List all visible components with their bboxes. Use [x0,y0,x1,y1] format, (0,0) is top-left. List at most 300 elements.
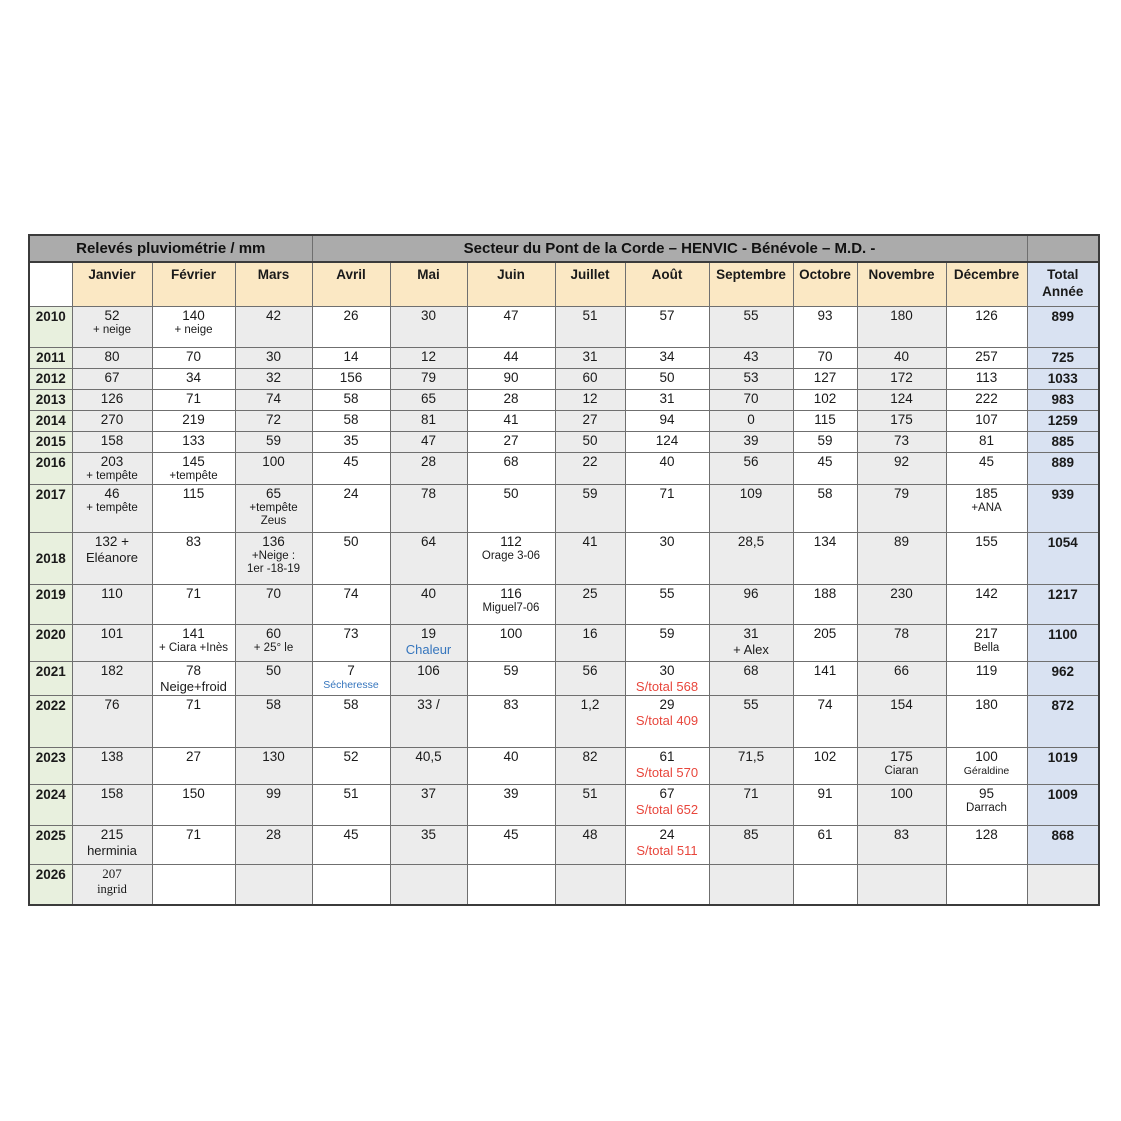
table-row [29,432,1099,453]
cell-value: 70 [817,349,833,364]
cell-value: 78 [893,626,910,641]
cell-value: 140 [182,308,205,323]
data-cell [72,411,152,432]
data-cell [625,369,709,390]
data-cell [152,748,235,785]
cell-value: 101 [100,626,124,641]
data-cell [946,453,1027,485]
total-column-header [1027,262,1099,307]
cell-value: 81 [420,412,437,427]
cell-value: 222 [975,391,998,406]
data-cell [390,348,467,369]
data-cell [793,533,857,585]
data-cell [555,585,625,625]
cell-value: 64 [420,534,437,549]
data-cell [152,785,235,826]
data-cell [72,369,152,390]
cell-value: 58 [343,697,359,712]
data-cell [467,748,555,785]
data-cell [709,826,793,865]
row-year: 2026 [29,865,72,905]
cell-value: 50 [343,534,359,549]
data-cell [467,369,555,390]
data-cell [709,865,793,905]
data-cell [555,696,625,748]
data-cell [625,453,709,485]
cell-value: 33 / [417,697,440,712]
cell-value: 41 [503,412,519,427]
data-cell [625,625,709,662]
data-cell [235,432,312,453]
data-cell [390,585,467,625]
data-cell [625,390,709,411]
data-cell [946,307,1027,348]
cell-value: 30 [659,534,675,549]
data-cell [857,485,946,533]
cell-annotation: Miguel7-06 [482,602,540,614]
cell-value: 58 [265,697,282,712]
data-cell [312,865,390,905]
cell-annotation: S/total 511 [636,843,698,858]
data-cell [390,865,467,905]
data-cell [946,826,1027,865]
table-row [29,348,1099,369]
cell-value: 51 [343,786,359,801]
data-cell [72,348,152,369]
data-cell [72,785,152,826]
data-cell [152,453,235,485]
data-cell [709,453,793,485]
data-cell [235,865,312,905]
cell-value: 50 [265,663,282,678]
cell-value: 115 [814,412,836,427]
data-cell [857,307,946,348]
cell-annotation: +ANA [971,502,1002,514]
data-cell [793,390,857,411]
cell-value: 155 [975,534,998,549]
cell-value: 71 [185,827,202,842]
cell-value: 28,5 [737,534,765,549]
data-cell [235,453,312,485]
cell-value: 16 [582,626,598,641]
cell-value: 70 [265,586,282,601]
cell-value: 71 [185,391,202,406]
data-cell [946,662,1027,696]
cell-value: 37 [420,786,437,801]
cell-value: 7 [347,663,355,678]
cell-annotation: herminia [87,843,137,858]
cell-value: 55 [743,308,759,323]
data-cell [625,585,709,625]
cell-value: 73 [343,626,359,641]
data-cell [467,348,555,369]
data-cell [625,432,709,453]
data-cell [312,785,390,826]
cell-value: 71 [659,486,675,501]
row-year: 2015 [29,432,72,453]
data-cell [467,865,555,905]
cell-value: 107 [975,412,998,427]
title-band-spacer [1027,235,1099,262]
data-cell [555,533,625,585]
data-cell [390,696,467,748]
cell-value: 74 [265,391,282,406]
data-cell [312,485,390,533]
data-cell [72,307,152,348]
data-cell [235,533,312,585]
cell-value: 47 [420,433,437,448]
cell-value: 30 [420,308,437,323]
cell-value: 60 [265,626,282,641]
data-cell [467,485,555,533]
cell-value: 102 [813,749,837,764]
data-cell [793,485,857,533]
data-cell [709,432,793,453]
data-cell [555,785,625,826]
data-cell [709,411,793,432]
cell-value: 45 [978,454,995,469]
column-header: Juin [467,262,555,307]
cell-value: 119 [975,663,998,678]
cell-value: 113 [975,370,998,385]
cell-annotation: Zeus [260,515,287,527]
cell-value: 230 [890,586,913,601]
cell-value: 70 [743,391,759,406]
table-row [29,585,1099,625]
cell-value: 40 [659,454,675,469]
cell-value: 102 [813,391,837,406]
data-cell [235,411,312,432]
data-cell [709,307,793,348]
data-cell [709,369,793,390]
row-total: 1033 [1027,369,1099,390]
cell-value: 85 [743,827,759,842]
cell-value: 30 [265,349,282,364]
cell-value: 132 + [94,534,130,549]
title-band [29,235,1099,262]
cell-value: 55 [659,586,675,601]
cell-value: 134 [813,534,837,549]
cell-value: 100 [262,454,285,469]
cell-value: 41 [582,534,598,549]
data-cell [793,826,857,865]
cell-value: 219 [182,412,205,427]
cell-annotation: Orage 3-06 [481,550,541,562]
data-cell [312,453,390,485]
data-cell [555,411,625,432]
cell-value: 28 [420,454,437,469]
data-cell [312,696,390,748]
table-row [29,369,1099,390]
data-cell [312,533,390,585]
data-cell [625,696,709,748]
cell-value: 76 [104,697,120,712]
data-cell [946,432,1027,453]
data-cell [857,748,946,785]
cell-value: 40 [893,349,910,364]
data-cell [72,865,152,905]
cell-value: 130 [262,749,285,764]
table-row [29,411,1099,432]
cell-value: 71 [185,586,202,601]
cell-value: 70 [185,349,202,364]
cell-value: 110 [101,586,123,601]
cell-annotation: Géraldine [963,765,1010,777]
data-cell [555,453,625,485]
cell-value: 100 [975,749,998,764]
cell-value: 26 [343,308,359,323]
data-cell [390,411,467,432]
data-cell [555,432,625,453]
cell-value: 19 [420,626,437,641]
row-year: 2025 [29,826,72,865]
data-cell [235,485,312,533]
cell-annotation: ingrid [97,882,127,896]
data-cell [555,662,625,696]
cell-value: 56 [743,454,759,469]
cell-value: 182 [100,663,124,678]
data-cell [152,390,235,411]
row-year: 2019 [29,585,72,625]
cell-value: 172 [890,370,913,385]
data-cell [390,662,467,696]
data-cell [467,411,555,432]
data-cell [709,348,793,369]
data-cell [312,662,390,696]
data-cell [857,411,946,432]
data-cell [152,533,235,585]
data-cell [555,348,625,369]
row-total [1027,865,1099,905]
data-cell [72,533,152,585]
data-cell [312,390,390,411]
data-cell [467,533,555,585]
cell-value: 74 [817,697,833,712]
table-row [29,865,1099,905]
total-label-line1: Total [1047,267,1079,282]
cell-value: 207 [102,866,122,881]
row-year: 2023 [29,748,72,785]
row-total: 1100 [1027,625,1099,662]
data-cell [555,369,625,390]
cell-value: 57 [659,308,675,323]
cell-value: 68 [743,663,759,678]
cell-value: 67 [104,370,120,385]
column-header: Octobre [793,262,857,307]
cell-value: 0 [747,412,755,427]
cell-value: 50 [659,370,675,385]
cell-value: 128 [975,827,998,842]
cell-value: 270 [100,412,124,427]
row-total: 868 [1027,826,1099,865]
cell-value: 14 [343,349,359,364]
cell-annotation: Neige+froid [160,679,227,694]
data-cell [152,865,235,905]
data-cell [555,307,625,348]
cell-value: 126 [100,391,124,406]
data-cell [946,390,1027,411]
data-cell [946,748,1027,785]
cell-value: 59 [503,663,519,678]
cell-value: 180 [975,697,998,712]
table-row [29,453,1099,485]
data-cell [793,625,857,662]
cell-value: 52 [343,749,359,764]
row-total: 1009 [1027,785,1099,826]
cell-value: 175 [890,749,913,764]
data-cell [390,369,467,390]
cell-value: 34 [659,349,675,364]
row-total: 1019 [1027,748,1099,785]
cell-value: 133 [182,433,205,448]
cell-value: 58 [343,412,359,427]
cell-value: 71 [185,697,202,712]
data-cell [857,625,946,662]
cell-value: 43 [743,349,759,364]
cell-value: 52 [104,308,120,323]
cell-value: 44 [503,349,519,364]
data-cell [72,826,152,865]
cell-value: 12 [420,349,437,364]
cell-annotation: S/total 570 [635,765,699,780]
cell-value: 12 [582,391,598,406]
table-title-left: Relevés pluviométrie / mm [29,235,312,262]
cell-value: 25 [582,586,598,601]
data-cell [467,696,555,748]
cell-value: 145 [182,454,205,469]
cell-value: 109 [739,486,763,501]
row-year: 2022 [29,696,72,748]
data-cell [152,696,235,748]
cell-value: 30 [659,663,675,678]
cell-value: 58 [817,486,833,501]
data-cell [555,865,625,905]
data-cell [625,348,709,369]
data-cell [625,785,709,826]
data-cell [152,485,235,533]
column-header: Janvier [72,262,152,307]
cell-value: 138 [100,749,124,764]
row-year: 2011 [29,348,72,369]
data-cell [152,369,235,390]
cell-value: 89 [893,534,910,549]
data-cell [555,826,625,865]
data-cell [312,748,390,785]
data-cell [390,432,467,453]
cell-value: 39 [743,433,759,448]
row-year: 2017 [29,485,72,533]
total-label-line2: Année [1042,284,1084,299]
cell-value: 68 [503,454,519,469]
data-cell [555,390,625,411]
data-cell [235,826,312,865]
cell-annotation: Sécheresse [323,679,379,691]
cell-value: 31 [582,349,598,364]
row-total: 885 [1027,432,1099,453]
cell-value: 28 [265,827,282,842]
cell-value: 81 [978,433,995,448]
cell-value: 93 [817,308,833,323]
cell-value: 67 [659,786,675,801]
data-cell [235,307,312,348]
data-cell [946,348,1027,369]
data-cell [857,390,946,411]
data-cell [152,826,235,865]
cell-value: 78 [420,486,437,501]
data-cell [857,369,946,390]
cell-value: 100 [890,786,913,801]
cell-value: 205 [813,626,837,641]
data-cell [390,785,467,826]
cell-value: 59 [817,433,833,448]
data-cell [467,453,555,485]
cell-value: 83 [893,827,910,842]
cell-value: 91 [817,786,833,801]
table-row [29,625,1099,662]
data-cell [467,662,555,696]
cell-value: 27 [185,749,202,764]
cell-value: 142 [975,586,998,601]
cell-value: 24 [659,827,675,842]
row-year: 2018 [29,533,72,585]
data-cell [152,625,235,662]
data-cell [793,411,857,432]
cell-annotation: + neige [92,324,132,336]
data-cell [72,585,152,625]
cell-value: 156 [339,370,363,385]
data-cell [709,662,793,696]
cell-value: 65 [265,486,282,501]
column-header: Novembre [857,262,946,307]
cell-value: 1,2 [580,697,600,712]
cell-value: 100 [499,626,523,641]
data-cell [946,785,1027,826]
cell-value: 40,5 [415,749,442,764]
data-cell [857,533,946,585]
data-cell [793,348,857,369]
row-year: 2014 [29,411,72,432]
cell-annotation: S/total 409 [635,713,699,728]
data-cell [946,485,1027,533]
column-header: Mars [235,262,312,307]
data-cell [946,696,1027,748]
cell-value: 158 [100,433,124,448]
row-year: 2020 [29,625,72,662]
data-cell [390,307,467,348]
cell-value: 35 [420,827,437,842]
data-cell [793,432,857,453]
cell-value: 22 [582,454,598,469]
row-year: 2010 [29,307,72,348]
data-cell [946,865,1027,905]
data-cell [312,411,390,432]
column-header: Août [625,262,709,307]
data-cell [625,662,709,696]
cell-value: 175 [890,412,913,427]
cell-value: 72 [265,412,282,427]
cell-value: 79 [893,486,910,501]
data-cell [625,533,709,585]
cell-annotation: 1er -18-19 [246,563,301,575]
data-cell [793,369,857,390]
data-cell [709,696,793,748]
data-cell [467,625,555,662]
column-header: Février [152,262,235,307]
data-cell [793,748,857,785]
cell-annotation: Eléanore [85,550,139,565]
cell-value: 56 [582,663,598,678]
data-cell [793,696,857,748]
